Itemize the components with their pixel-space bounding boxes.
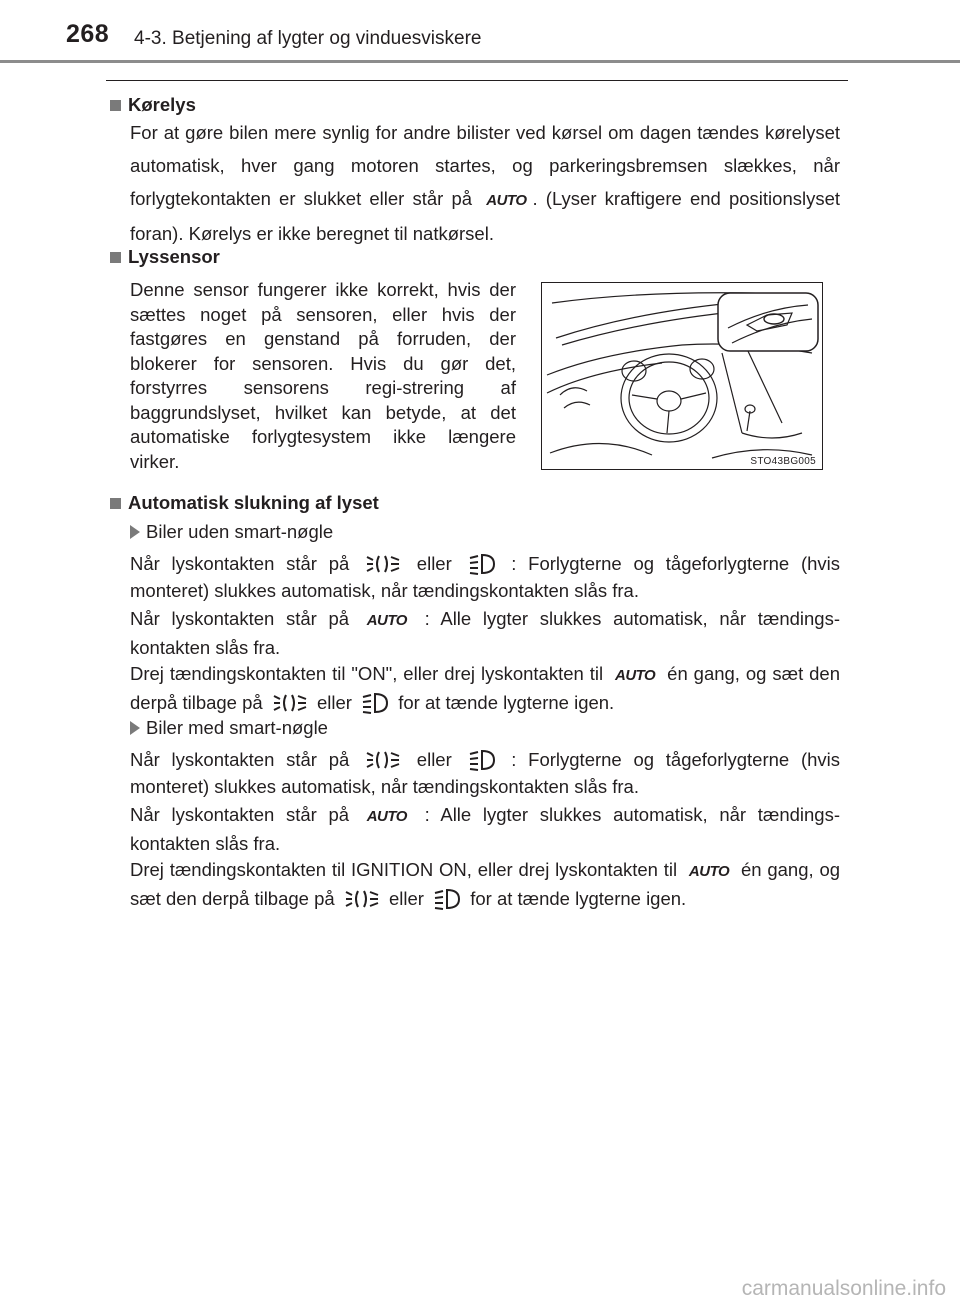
with-key-paragraph-1 — [130, 746, 840, 800]
headlight-low-beam-icon — [344, 888, 380, 910]
korelys-text-2: . (Lyser kraftigere end positionslyset foran). Kørelys er ikke beregnet til natkørsel. — [130, 188, 841, 244]
footer-watermark[interactable]: carmanualsonline.info — [741, 1277, 946, 1300]
text: eller — [416, 749, 452, 770]
without-key-paragraph-3 — [130, 660, 840, 716]
auto-icon: AUTO — [688, 863, 730, 880]
text: : Alle lygter slukkes automatisk, når tændings-kontakten slås fra. — [130, 608, 840, 658]
light-sensor-illustration — [541, 282, 823, 470]
parking-light-icon — [361, 692, 389, 714]
text: én gang, og sæt den derpå tilbage på — [130, 859, 841, 909]
auto-icon: AUTO — [615, 667, 656, 684]
text: : Alle lygter slukkes automatisk, når tændings-kontakten slås fra. — [130, 804, 840, 854]
text: Når lyskontakten står på — [130, 749, 350, 770]
korelys-paragraph — [130, 116, 840, 250]
heading-korelys — [110, 94, 196, 116]
auto-icon: AUTO — [366, 612, 407, 629]
text: Når lyskontakten står på — [130, 608, 350, 629]
text: Når lyskontakten står på — [130, 804, 350, 825]
with-key-paragraph-3 — [130, 856, 840, 912]
text: Drej tændingskontakten til "ON", eller drej lyskontakten til — [130, 663, 604, 684]
subheading-text: Biler uden smart-nøgle — [146, 521, 334, 542]
subheading-text: Biler med smart-nøgle — [146, 717, 328, 738]
page-number: 268 — [66, 20, 110, 48]
text: for at tænde lygterne igen. — [470, 888, 687, 909]
korelys-text-1: For at gøre bilen mere synlig for andre bilister ved kørsel om dagen tændes kørelyset automatisk, hver gang motoren startes, og parkeringsbremsen slækkes, når forlygtekontakten er slukket eller står på — [130, 122, 840, 209]
text: Drej tændingskontakten til IGNITION ON, eller drej lyskontakten til — [130, 859, 678, 880]
headlight-low-beam-icon — [272, 692, 308, 714]
triangle-bullet-icon — [130, 721, 140, 735]
heading-text: Automatisk slukning af lyset — [128, 492, 379, 513]
heading-text: Kørelys — [128, 94, 196, 115]
lyssensor-paragraph: Denne sensor fungerer ikke korrekt, hvis der sættes noget på sensoren, eller hvis der fastgøres en genstand på forruden, der blokerer for sensoren. Hvis du gør det, forstyrres sensorens regi-strering af baggrundslyset, hvilket kan betyde, at det automatiske forlygtesystem ikke længere virker. — [130, 279, 516, 472]
bullet-square-icon — [110, 498, 121, 509]
auto-icon: AUTO — [486, 192, 527, 209]
heading-automatisk-slukning — [110, 492, 379, 514]
text: for at tænde lygterne igen. — [398, 692, 615, 713]
dashboard-drawing — [542, 283, 822, 469]
bullet-square-icon — [110, 100, 121, 111]
text: : Forlygterne og tågeforlygterne (hvis monteret) slukkes automatisk, når tændingskontakten slås fra. — [130, 553, 841, 601]
without-key-paragraph-1 — [130, 550, 840, 604]
heading-lyssensor — [110, 246, 220, 268]
chapter-title: 4-3. Betjening af lygter og vinduesviskere — [134, 28, 482, 49]
heading-text: Lyssensor — [128, 246, 220, 267]
with-key-paragraph-2 — [130, 801, 840, 857]
text: Når lyskontakten står på — [130, 553, 350, 574]
parking-light-icon — [468, 749, 496, 771]
subheading-without-smart-key — [130, 521, 333, 543]
bullet-square-icon — [110, 252, 121, 263]
text: eller — [316, 692, 352, 713]
triangle-bullet-icon — [130, 525, 140, 539]
subheading-with-smart-key — [130, 717, 328, 739]
text: : Forlygterne og tågeforlygterne (hvis monteret) slukkes automatisk, når tændingskontakten slås fra. — [130, 749, 841, 797]
text: én gang, og sæt den derpå tilbage på — [130, 663, 840, 713]
header-rule — [0, 60, 960, 63]
parking-light-icon — [468, 553, 496, 575]
text: eller — [388, 888, 424, 909]
without-key-paragraph-2 — [130, 605, 840, 661]
section-rule — [106, 80, 848, 81]
figure-label: STO43BG005 — [750, 456, 816, 467]
auto-icon: AUTO — [366, 808, 407, 825]
text: eller — [416, 553, 452, 574]
headlight-low-beam-icon — [365, 553, 401, 575]
parking-light-icon — [433, 888, 461, 910]
headlight-low-beam-icon — [365, 749, 401, 771]
